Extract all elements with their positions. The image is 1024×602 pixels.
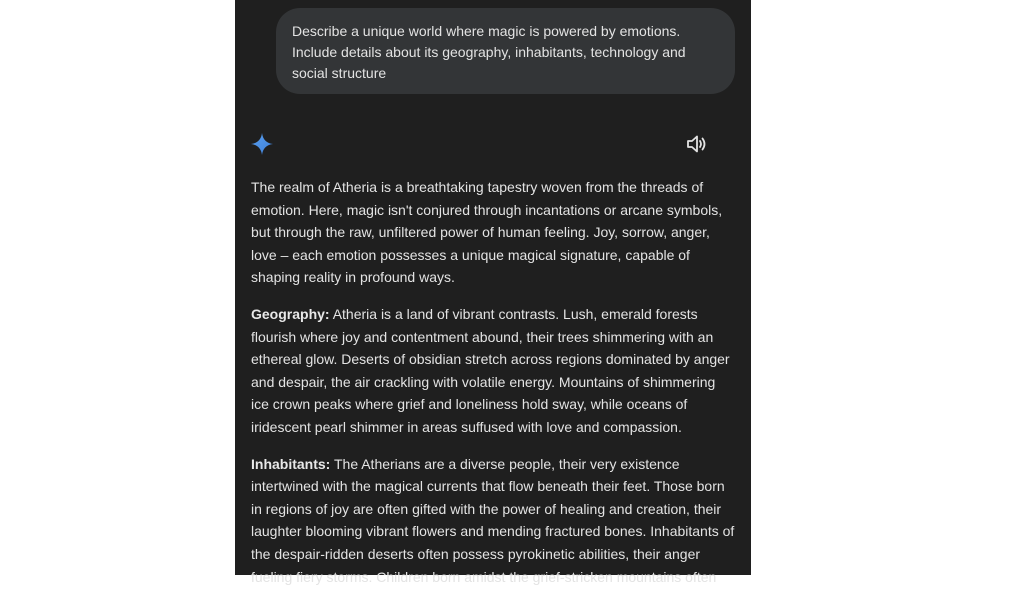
read-aloud-button[interactable]	[685, 133, 709, 155]
speaker-icon	[685, 133, 709, 155]
response-intro: The realm of Atheria is a breathtaking tapestry woven from the threads of emotion. Here, magic isn't conjured through incantations or arcane symbols, but through the raw, unfiltered power of human feeling. Joy, sorrow, anger, love – each emotion possesses a unique magical signature, capable of shaping reality in profound ways.	[251, 179, 723, 286]
chat-panel	[235, 0, 751, 585]
response-geography	[251, 303, 737, 439]
response-inhabitants	[251, 453, 737, 589]
geography-text: Atheria is a land of vibrant contrasts. Lush, emerald forests flourish where joy and contentment abound, their trees shimmering with an ethereal glow. Deserts of obsidian stretch across regions dominated by anger and despair, the air crackling with volatile energy. Mountains of shimmering ice crown peaks where grief and loneliness hold sway, while oceans of iridescent pearl shimmer in areas suffused with love and compassion.	[251, 305, 730, 435]
user-prompt-text: Describe a unique world where magic is powered by emotions. Include details about its geography, inhabitants, technology and social structure	[292, 23, 686, 81]
user-prompt-bubble	[276, 8, 735, 94]
sparkle-icon	[250, 132, 274, 156]
assistant-response	[251, 176, 737, 602]
geography-heading: Geography:	[251, 305, 330, 322]
inhabitants-heading: Inhabitants:	[251, 455, 331, 472]
inhabitants-text: The Atherians are a diverse people, their very existence intertwined with the magical currents that flow beneath their feet. Those born in regions of joy are often gifted with the power of healing and creation, their laughter blooming vibrant flowers and mending fractured bones. Inhabitants of the despair-ridden deserts often possess pyrokinetic abilities, their anger fueling fiery storms. Children born amidst the grief-stricken mountains often	[251, 455, 735, 585]
